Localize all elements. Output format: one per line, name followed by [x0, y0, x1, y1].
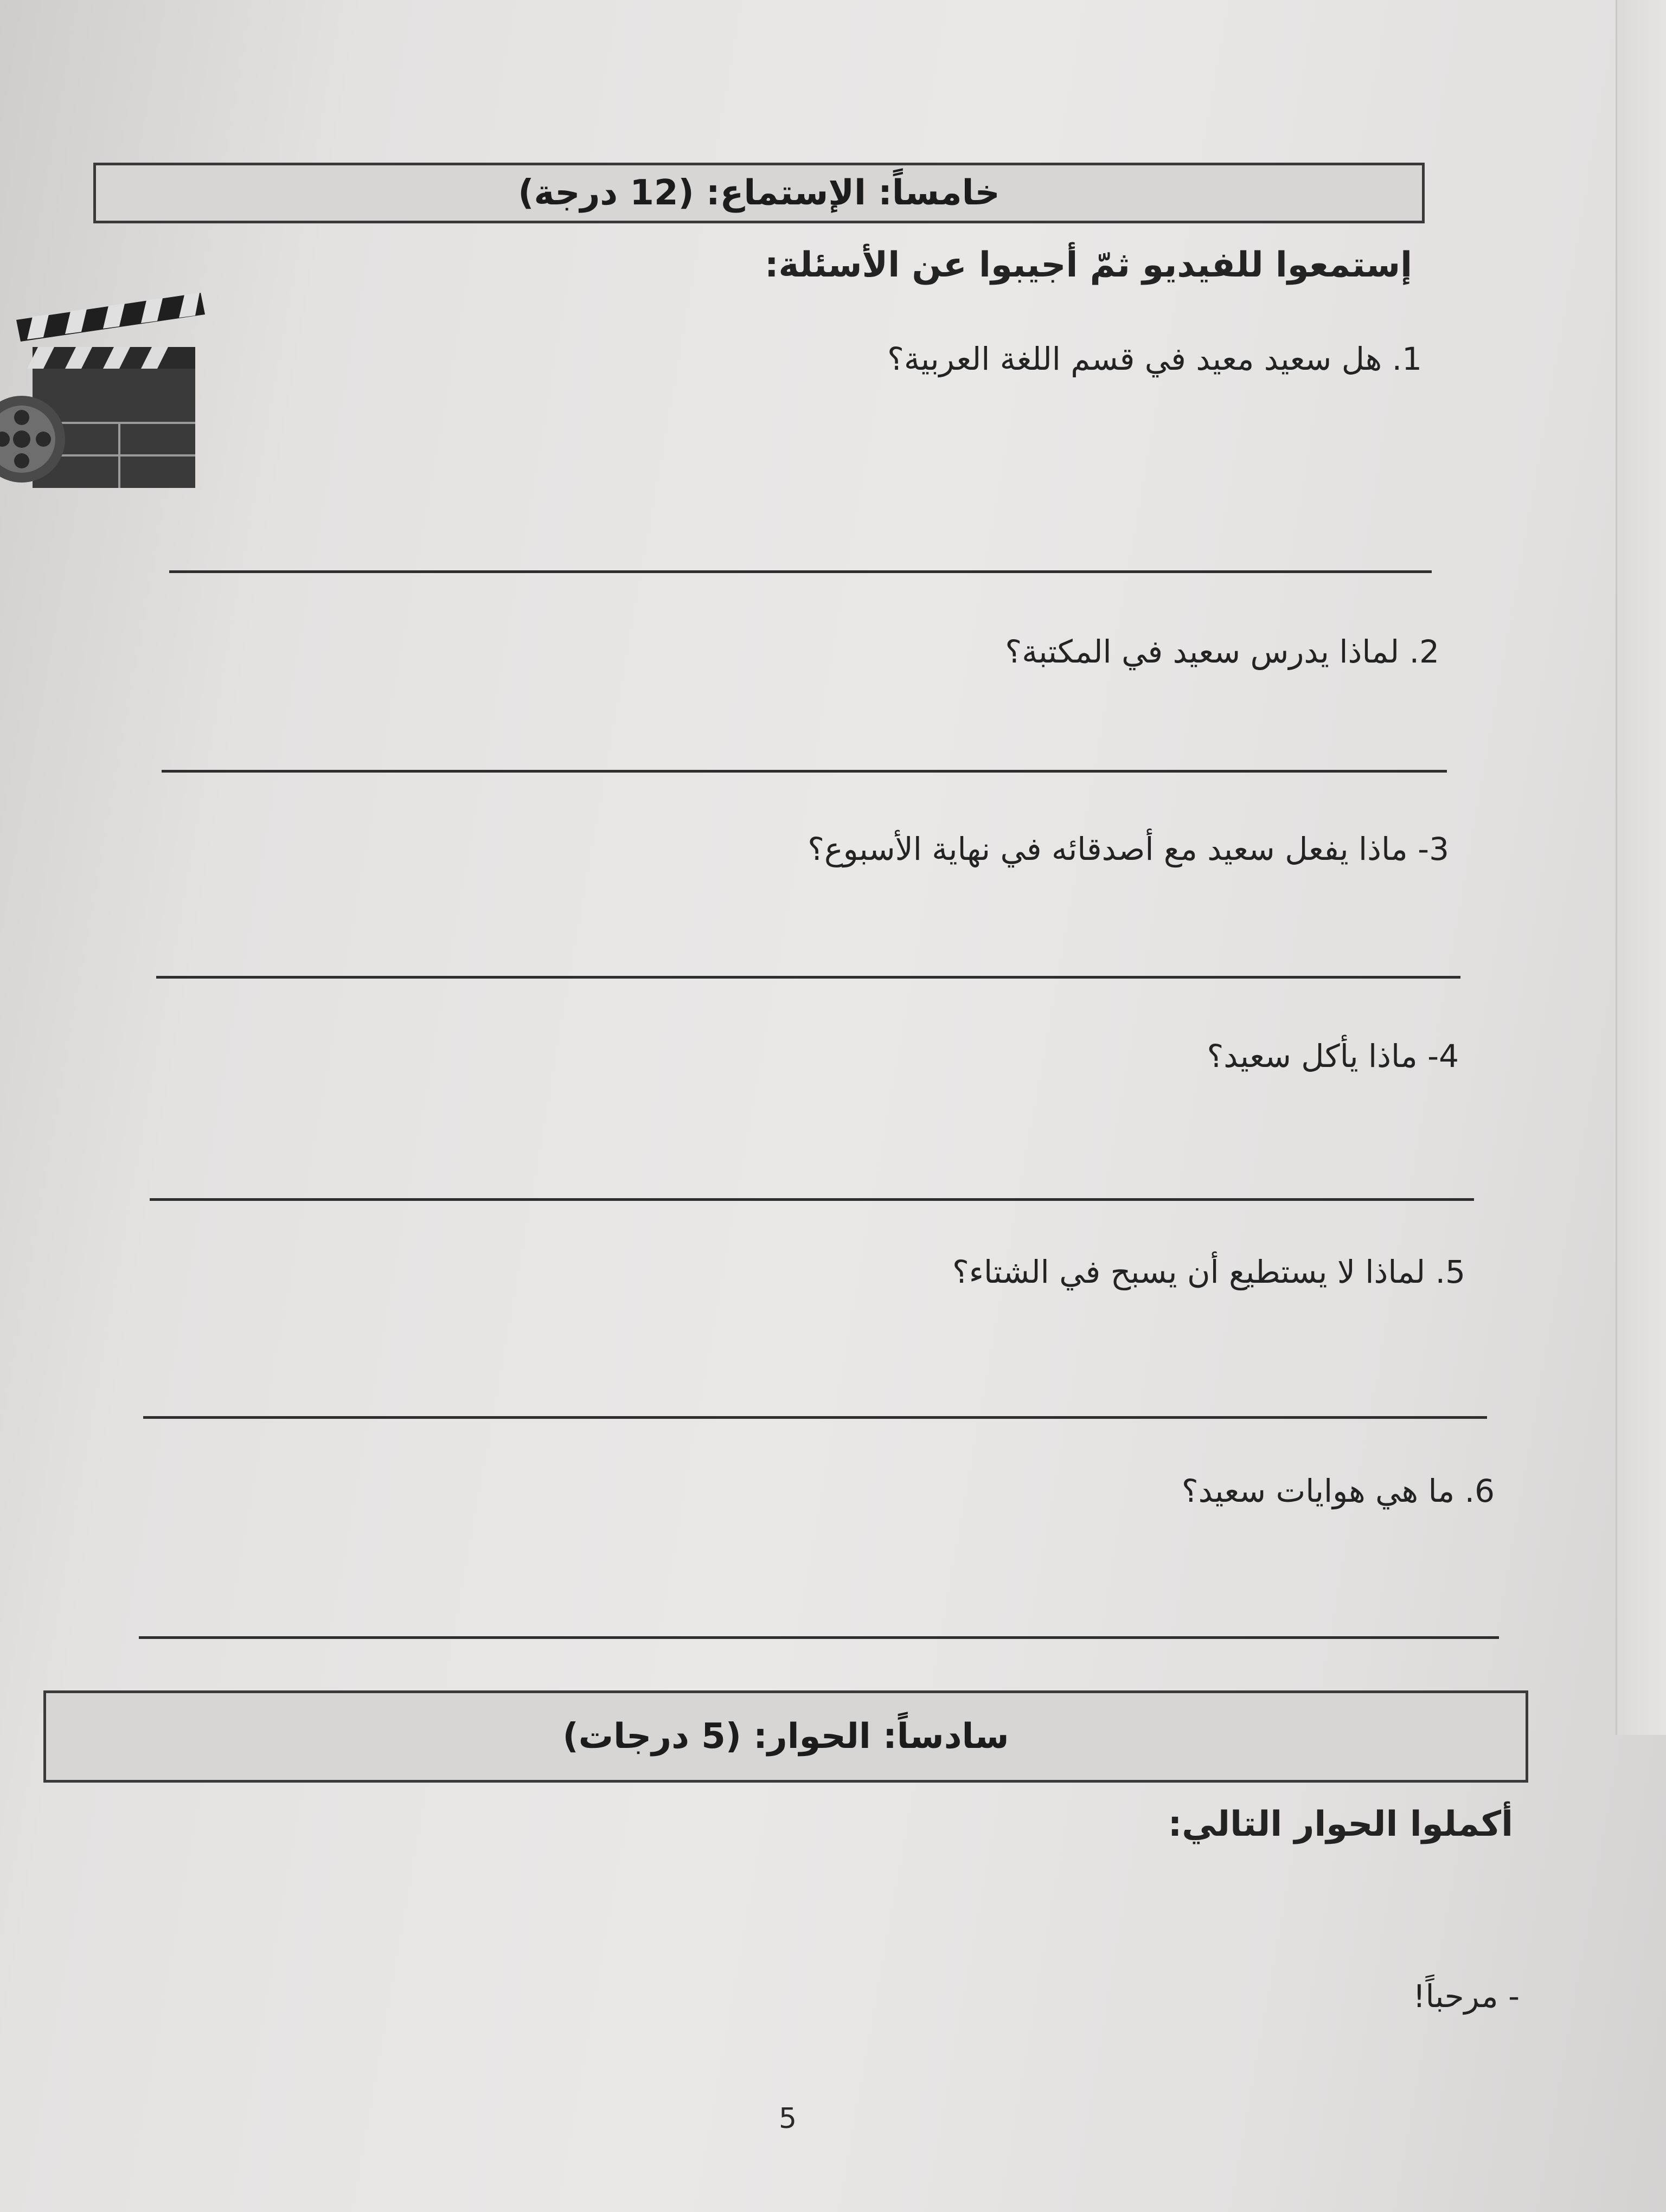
question-5: 5. لماذا لا يستطيع أن يسبح في الشتاء؟ [952, 1253, 1465, 1290]
question-6: 6. ما هي هوايات سعيد؟ [1181, 1472, 1495, 1509]
page-number: 5 [779, 2102, 797, 2135]
underlying-page-edge [1616, 0, 1666, 1735]
answer-line-6[interactable] [139, 1636, 1499, 1639]
clapper-top-stick [16, 293, 205, 342]
question-3: 3- ماذا يفعل سعيد مع أصدقائه في نهاية الأسبوع؟ [808, 831, 1449, 867]
dialogue-instruction: أكملوا الحوار التالي: [1168, 1804, 1513, 1844]
answer-line-1[interactable] [169, 570, 1432, 573]
dialogue-first-line: - مرحباً! [1413, 1978, 1520, 2015]
question-4: 4- ماذا يأكل سعيد؟ [1207, 1038, 1459, 1075]
listening-instruction: إستمعوا للفيديو ثمّ أجيبوا عن الأسئلة: [764, 245, 1412, 285]
question-1: 1. هل سعيد معيد في قسم اللغة العربية؟ [887, 340, 1422, 377]
answer-line-3[interactable] [156, 976, 1460, 979]
answer-line-5[interactable] [143, 1416, 1487, 1419]
question-2: 2. لماذا يدرس سعيد في المكتبة؟ [1005, 633, 1439, 670]
film-clapperboard-icon [0, 260, 206, 488]
listening-section-title: خامساً: الإستماع: (12 درجة) [518, 173, 1000, 213]
dialogue-section-title: سادساً: الحوار: (5 درجات) [562, 1716, 1009, 1757]
dialogue-section-header [43, 1690, 1528, 1783]
answer-line-4[interactable] [150, 1198, 1474, 1201]
answer-line-2[interactable] [162, 770, 1447, 773]
listening-section-header [93, 163, 1425, 223]
